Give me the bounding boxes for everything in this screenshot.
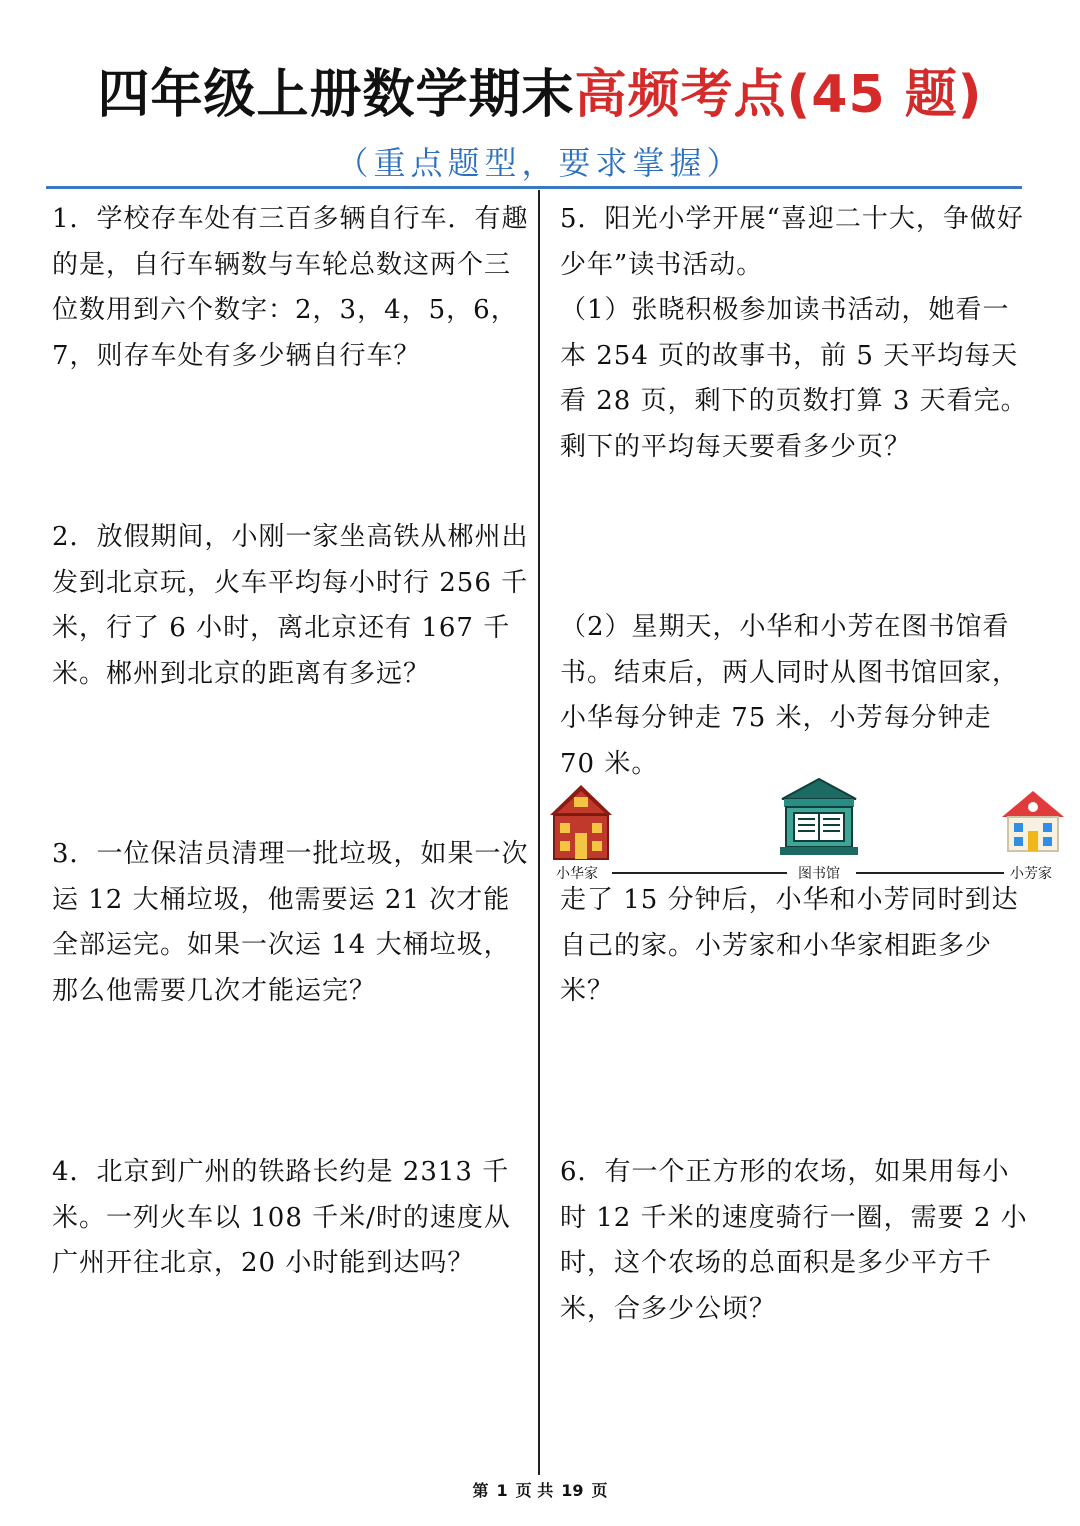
route-line-left bbox=[612, 872, 787, 874]
title-highlight: 高频考点(45 题) bbox=[574, 65, 983, 125]
question-5-part-1: （1）张晓积极参加读书活动，她看一本 254 页的故事书，前 5 天平均每天看 28 页，剩下的页数打算 3 天看完。剩下的平均每天要看多少页？ bbox=[560, 295, 1028, 462]
question-6: 6．有一个正方形的农场，如果用每小时 12 千米的速度骑行一圈，需要 2 小时，这个农场的总面积是多少平方千米，合多少公顷？ bbox=[560, 1157, 1028, 1324]
route-line-right bbox=[856, 872, 1004, 874]
question-5-part-2: （2）星期天，小华和小芳在图书馆看书。结束后，两人同时从图书馆回家，小华每分钟走 75 米，小芳每分钟走 70 米。 bbox=[560, 612, 1020, 779]
xiaohua-home-label: 小华家 bbox=[556, 866, 598, 882]
footer-page-number: 1 bbox=[496, 1481, 508, 1500]
footer-middle: 页 共 bbox=[515, 1481, 554, 1500]
column-divider bbox=[538, 190, 540, 1475]
library-label: 图书馆 bbox=[798, 866, 840, 882]
footer-total-pages: 19 bbox=[561, 1481, 584, 1500]
question-1: 1．学校存车处有三百多辆自行车．有趣的是，自行车辆数与车轮总数这两个三位数用到六个数字：2，3，4，5，6，7，则存车处有多少辆自行车？ bbox=[52, 204, 529, 371]
page-footer bbox=[0, 1478, 1080, 1501]
question-5-intro: 5．阳光小学开展“喜迎二十大，争做好少年”读书活动。 bbox=[560, 204, 1024, 280]
xiaofang-home-label: 小芳家 bbox=[1010, 866, 1052, 882]
question-2: 2．放假期间，小刚一家坐高铁从郴州出发到北京玩，火车平均每小时行 256 千米，行了 6 小时，离北京还有 167 千米。郴州到北京的距离有多远？ bbox=[52, 522, 529, 689]
header-rule bbox=[46, 186, 1022, 189]
route-diagram bbox=[548, 775, 1068, 885]
page-subtitle: （重点题型，要求掌握） bbox=[336, 144, 744, 182]
title-main: 四年级上册数学期末 bbox=[97, 65, 575, 125]
question-3: 3．一位保洁员清理一批垃圾，如果一次运 12 大桶垃圾，他需要运 21 次才能全部运完。如果一次运 14 大桶垃圾，那么他需要几次才能运完？ bbox=[52, 839, 529, 1006]
library-icon bbox=[778, 777, 860, 857]
question-4: 4．北京到广州的铁路长约是 2313 千米。一列火车以 108 千米/时的速度从广州开往北京，20 小时能到达吗？ bbox=[52, 1157, 511, 1278]
page-title bbox=[0, 58, 1080, 132]
xiaohua-house-icon bbox=[548, 783, 614, 861]
footer-suffix: 页 bbox=[591, 1481, 608, 1500]
footer-prefix: 第 bbox=[472, 1481, 489, 1500]
xiaofang-house-icon bbox=[1000, 789, 1066, 853]
question-5-part-2-continued: 走了 15 分钟后，小华和小芳同时到达自己的家。小芳家和小华家相距多少米？ bbox=[560, 885, 1019, 1006]
